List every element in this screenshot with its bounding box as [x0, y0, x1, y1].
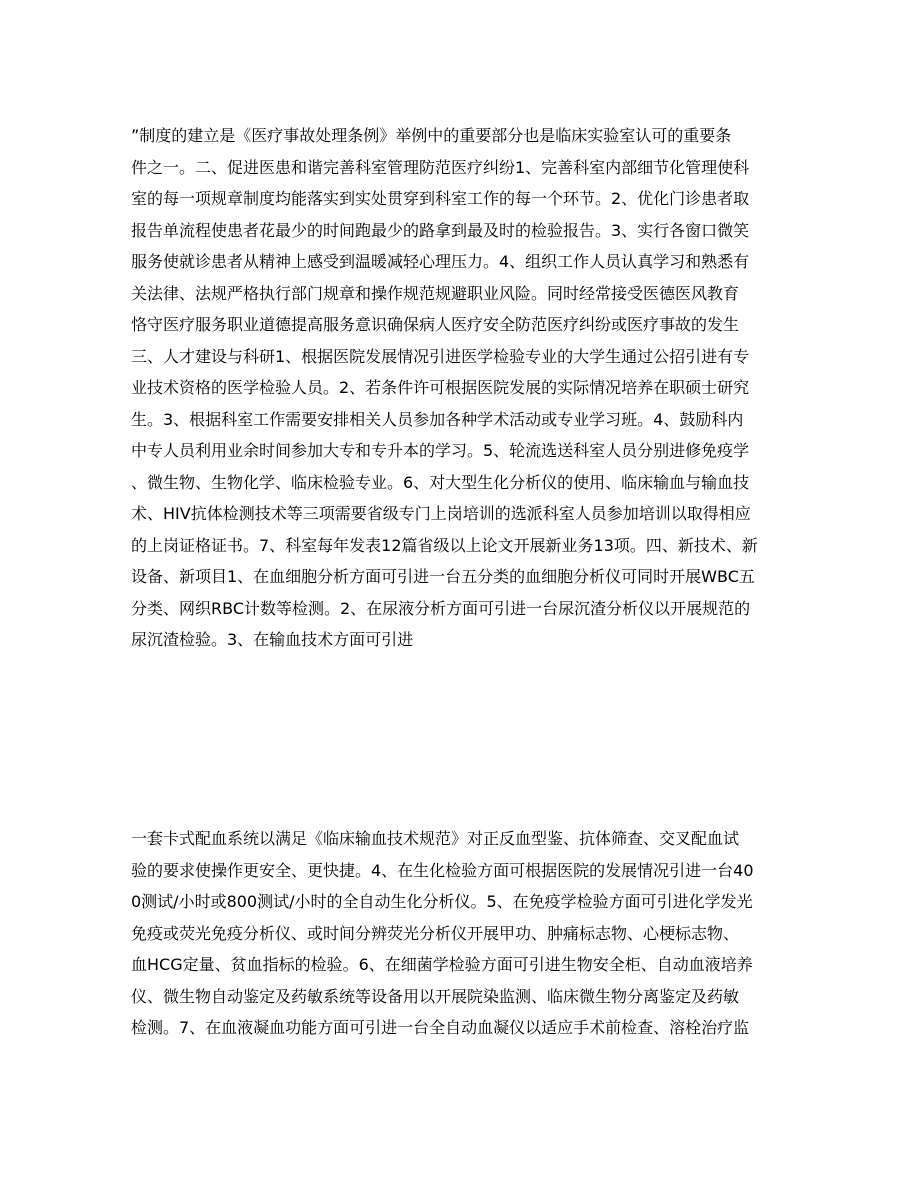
text-line: 检测。7、在血液凝血功能方面可引进一台全自动血凝仪以适应手术前检查、溶栓治疗监	[131, 1018, 750, 1037]
text-line: 术、HIV抗体检测技术等三项需要省级专门上岗培训的选派科室人员参加培训以取得相应	[131, 504, 751, 523]
paragraph-2	[131, 823, 791, 1044]
text-line: 设备、新项目1、在血细胞分析方面可引进一台五分类的血细胞分析仪可同时开展WBC五	[131, 567, 755, 586]
text-line: 三、人才建设与科研1、根据医院发展情况引进医学检验专业的大学生通过公招引进有专	[131, 346, 750, 366]
text-line: 仪、微生物自动鉴定及药敏系统等设备用以开展院染监测、临床微生物分离鉴定及药敏	[131, 986, 740, 1006]
text-line: 生。3、根据科室工作需要安排相关人员参加各种学术活动或专业学习班。4、鼓励科内	[131, 409, 744, 429]
text-line: 报告单流程使患者花最少的时间跑最少的路拿到最及时的检验报告。3、实行各窗口微笑	[131, 220, 750, 240]
text-line: 免疫或荧光免疫分析仪、或时间分辨荧光分析仪开展甲功、肿痛标志物、心梗标志物、	[131, 923, 740, 943]
text-line: ”制度的建立是《医疗事故处理条例》举例中的重要部分也是临床实验室认可的重要条	[131, 126, 732, 145]
text-line: 恪守医疗服务职业道德提高服务意识确保病人医疗安全防范医疗纠纷或医疗事故的发生	[131, 315, 740, 334]
text-line: 关法律、法规严格执行部门规章和操作规范规避职业风险。同时经常接受医德医风教育	[131, 283, 740, 303]
text-line: 的上岗证格证书。7、科室每年发表12篇省级以上论文开展新业务13项。四、新技术、新	[131, 535, 758, 555]
text-line: 尿沉渣检验。3、在输血技术方面可引进	[131, 630, 414, 649]
text-line: 件之一。二、促进医患和谐完善科室管理防范医疗纠纷1、完善科室内部细节化管理使科	[131, 157, 750, 177]
text-line: 验的要求使操作更安全、更快捷。4、在生化检验方面可根据医院的发展情况引进一台40	[131, 860, 754, 880]
text-line: 服务使就诊患者从精神上感受到温暖减轻心理压力。4、组织工作人员认真学习和熟悉有	[131, 252, 750, 271]
text-line: 室的每一项规章制度均能落实到实处贯穿到科室工作的每一个环节。2、优化门诊患者取	[131, 189, 750, 208]
text-line: 、微生物、生物化学、临床检验专业。6、对大型生化分析仪的使用、临床输血与输血技	[131, 472, 750, 492]
text-line: 分类、网织RBC计数等检测。2、在尿液分析方面可引进一台尿沉渣分析仪以开展规范的	[131, 598, 751, 618]
text-line: 血HCG定量、贫血指标的检验。6、在细菌学检验方面可引进生物安全柜、自动血液培养	[131, 955, 753, 974]
text-line: 一套卡式配血系统以满足《临床输血技术规范》对正反血型鉴、抗体筛查、交叉配血试	[131, 829, 740, 848]
paragraph-1	[131, 120, 791, 656]
text-line: 0测试/小时或800测试/小时的全自动生化分析仪。5、在免疫学检验方面可引进化学发光	[131, 892, 753, 911]
text-line: 中专人员利用业余时间参加大专和专升本的学习。5、轮流选送科室人员分别进修免疫学	[131, 441, 750, 460]
text-line: 业技术资格的医学检验人员。2、若条件许可根据医院发展的实际情况培养在职硕士研究	[131, 378, 750, 397]
